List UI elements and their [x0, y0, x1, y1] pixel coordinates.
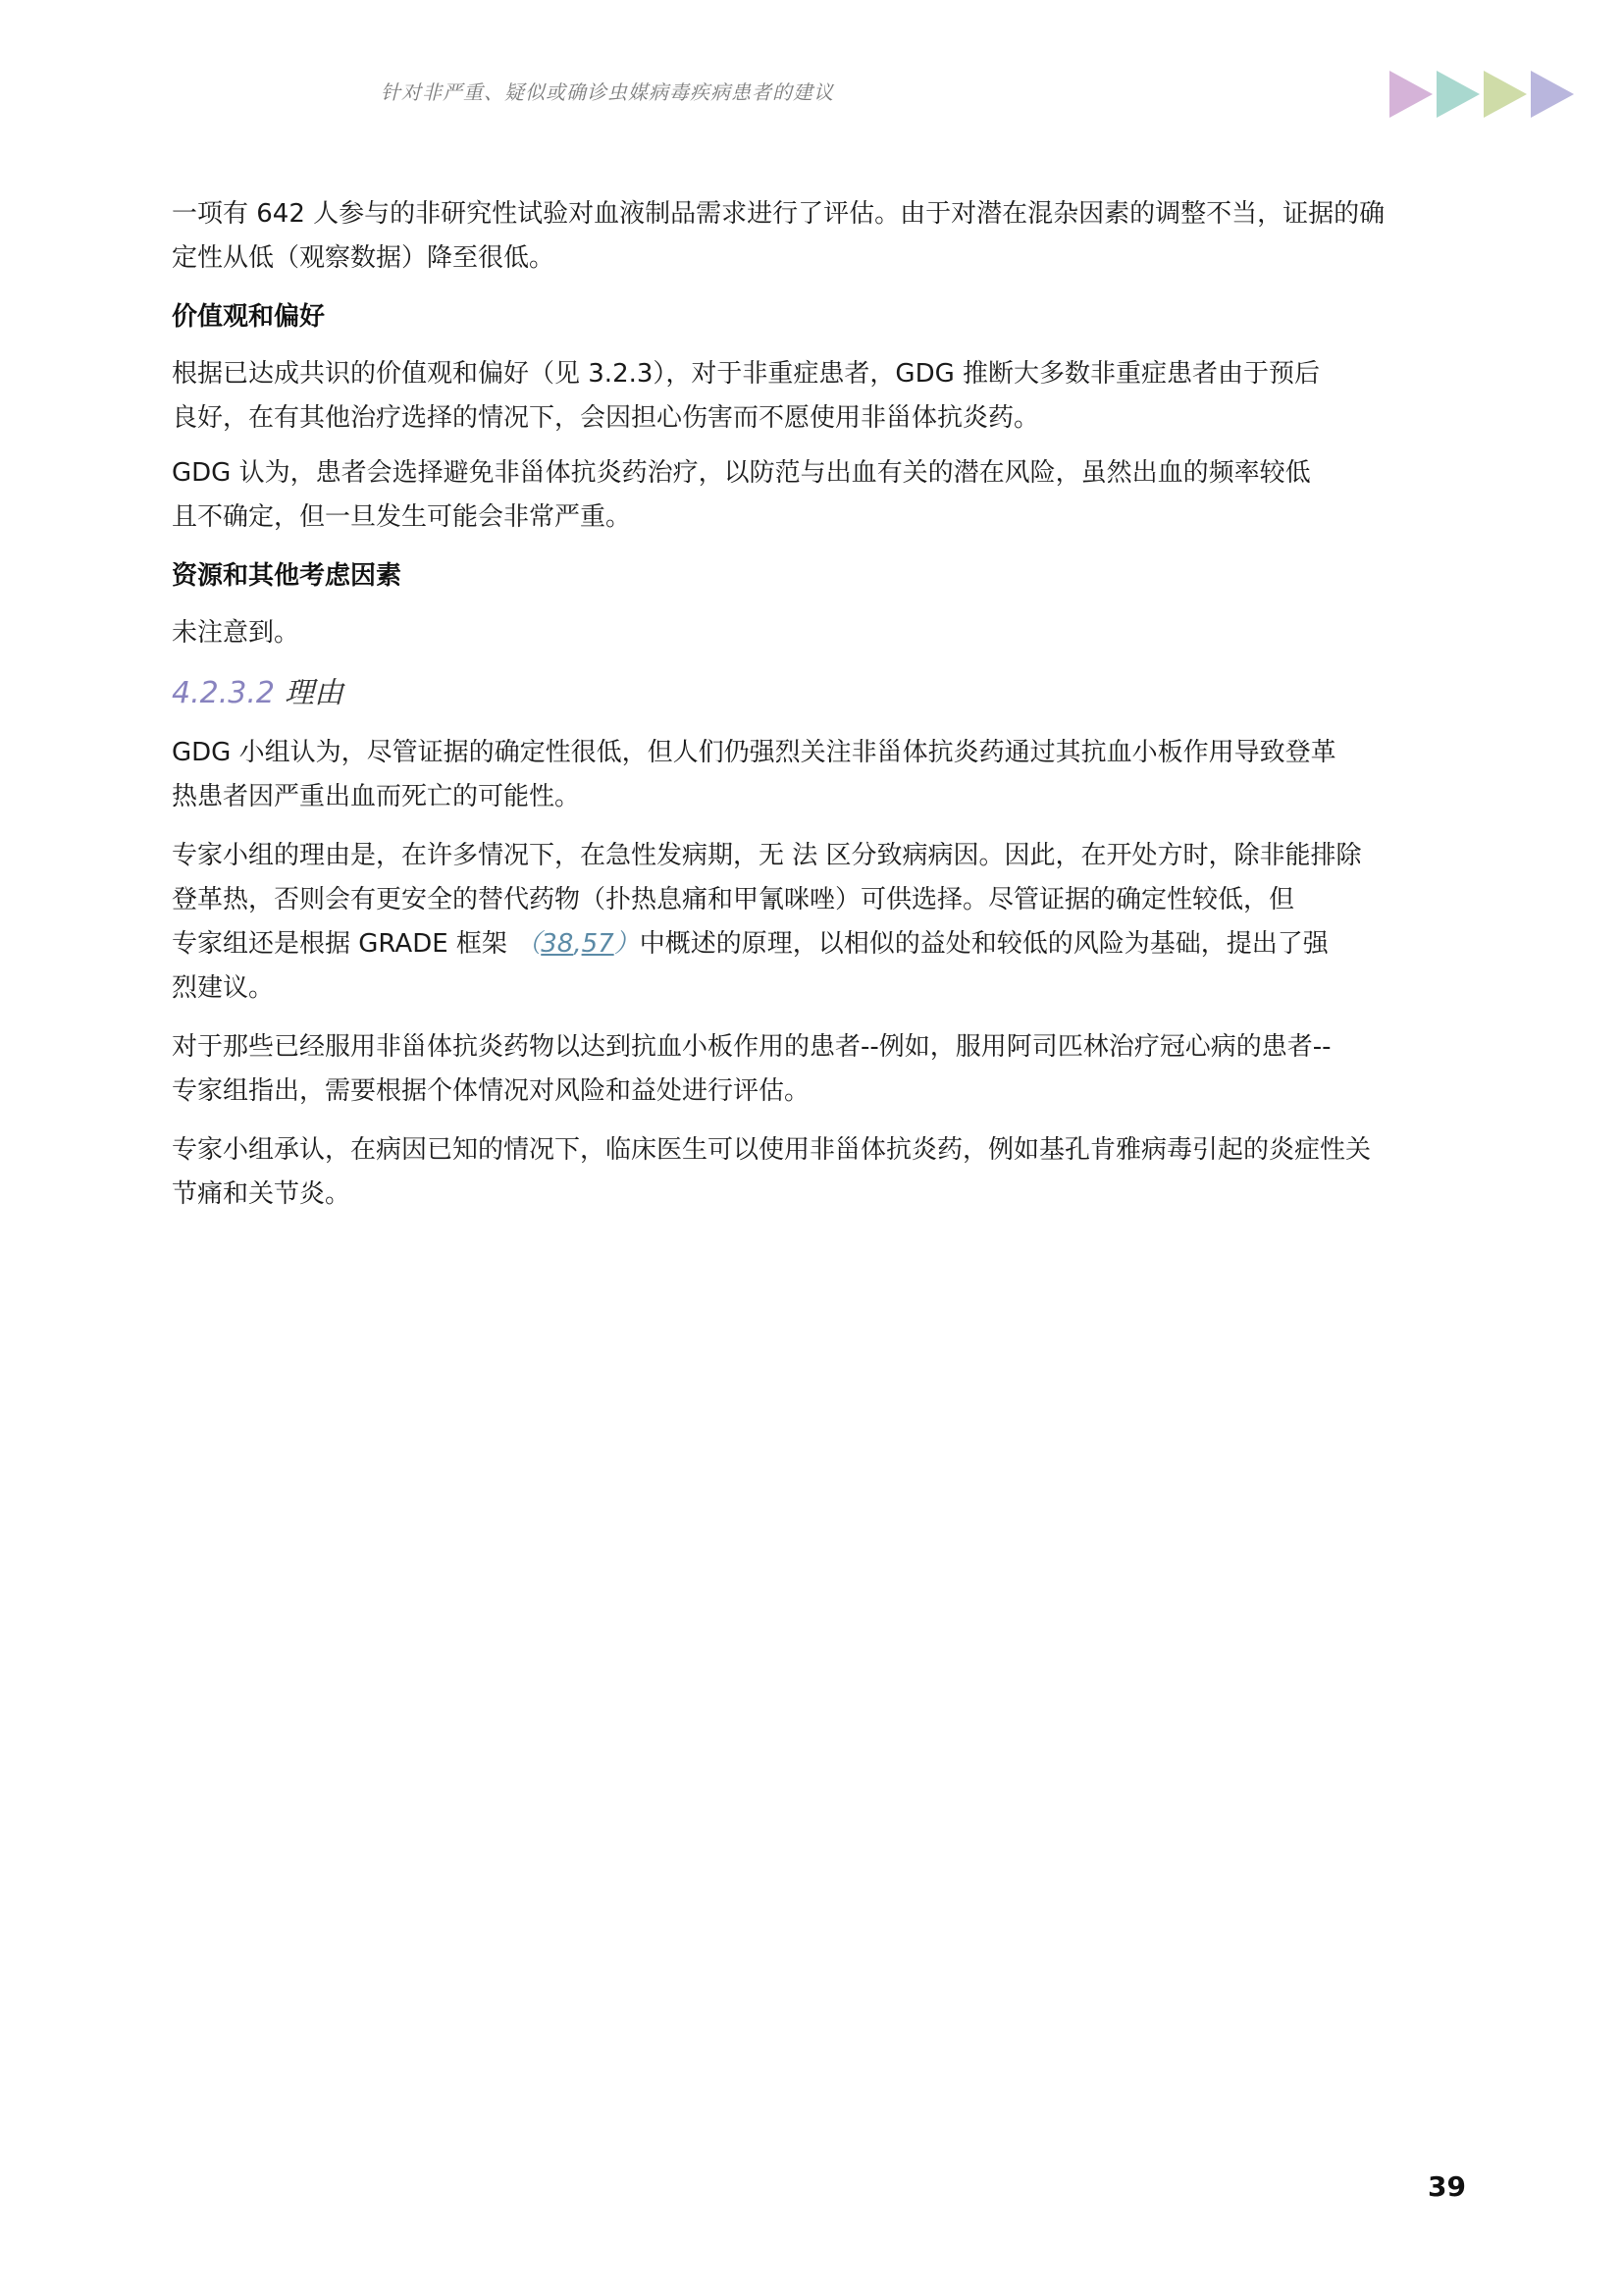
text-line: GDG 认为，患者会选择避免非甾体抗炎药治疗，以防范与出血有关的潜在风险，虽然出血的频率较低 — [172, 458, 1311, 488]
citation-open: （ — [515, 929, 542, 959]
citation-link-38[interactable]: 38 — [541, 929, 574, 959]
text-line: 根据已达成共识的价值观和偏好（见 3.2.3），对于非重症患者，GDG 推断大多数非重症患者由于预后 — [172, 359, 1321, 389]
text-line: 专家组指出，需要根据个体情况对风险和益处进行评估。 — [172, 1076, 811, 1106]
text-line: GDG 小组认为，尽管证据的确定性很低，但人们仍强烈关注非甾体抗炎药通过其抗血小板作用导致登革 — [172, 738, 1336, 767]
citation — [515, 929, 639, 959]
text-line: 专家小组承认，在病因已知的情况下，临床医生可以使用非甾体抗炎药，例如基孔肯雅病毒引起的炎症性关 — [172, 1135, 1372, 1165]
text-line-with-citation — [172, 922, 1501, 966]
paragraph-antiplatelet-patients — [172, 1025, 1501, 1114]
paragraph-gdg-avoid-nsaid — [172, 451, 1501, 540]
paragraph-not-noted — [172, 611, 1501, 655]
text-line: 烈建议。 — [172, 973, 275, 1003]
text-line: 专家小组的理由是，在许多情况下，在急性发病期，无 法 区分致病病因。因此，在开处方时，除非能排除 — [172, 841, 1362, 870]
text-line: 未注意到。 — [172, 618, 300, 648]
arrow-icon-1 — [1389, 71, 1433, 118]
section-heading-rationale — [172, 670, 1501, 717]
text-line: 良好，在有其他治疗选择的情况下，会因担心伤害而不愿使用非甾体抗炎药。 — [172, 403, 1040, 433]
text-segment: 中概述的原理，以相似的益处和较低的风险为基础，提出了强 — [639, 929, 1329, 959]
paragraph-values-consensus — [172, 352, 1501, 441]
paragraph-gdg-concern — [172, 731, 1501, 819]
arrow-icon-2 — [1437, 71, 1480, 118]
citation-link-57[interactable]: 57 — [581, 929, 614, 959]
running-header-title: 针对非严重、疑似或确诊虫媒病毒疾病患者的建议 — [381, 80, 834, 104]
text-line: 登革热，否则会有更安全的替代药物（扑热息痛和甲氰咪唑）可供选择。尽管证据的确定性较低，但 — [172, 885, 1295, 914]
header-arrows-decoration — [1389, 69, 1576, 120]
arrow-icon-3 — [1484, 71, 1527, 118]
section-number: 4.2.3.2 — [172, 676, 275, 710]
heading-resources: 资源和其他考虑因素 — [172, 561, 402, 591]
paragraph-panel-rationale — [172, 834, 1501, 1011]
paragraph-blood-products — [172, 192, 1501, 281]
paragraph-known-cause — [172, 1128, 1501, 1217]
arrow-icon-4 — [1531, 71, 1574, 118]
text-line: 一项有 642 人参与的非研究性试验对血液制品需求进行了评估。由于对潜在混杂因素的调整不当，证据的确 — [172, 199, 1386, 229]
citation-separator: , — [573, 929, 582, 959]
text-line: 热患者因严重出血而死亡的可能性。 — [172, 782, 581, 811]
text-line: 节痛和关节炎。 — [172, 1179, 351, 1209]
text-segment: 专家组还是根据 GRADE 框架 — [172, 929, 516, 959]
heading-values-preferences: 价值观和偏好 — [172, 302, 326, 332]
section-title: 理由 — [284, 676, 343, 710]
text-line: 对于那些已经服用非甾体抗炎药物以达到抗血小板作用的患者--例如，服用阿司匹林治疗冠心病的患者-- — [172, 1032, 1332, 1062]
citation-close: ） — [613, 929, 640, 959]
text-line: 且不确定，但一旦发生可能会非常严重。 — [172, 502, 632, 532]
page-content — [172, 192, 1501, 1231]
text-line: 定性从低（观察数据）降至很低。 — [172, 243, 555, 273]
page-number: 39 — [1428, 2170, 1466, 2203]
